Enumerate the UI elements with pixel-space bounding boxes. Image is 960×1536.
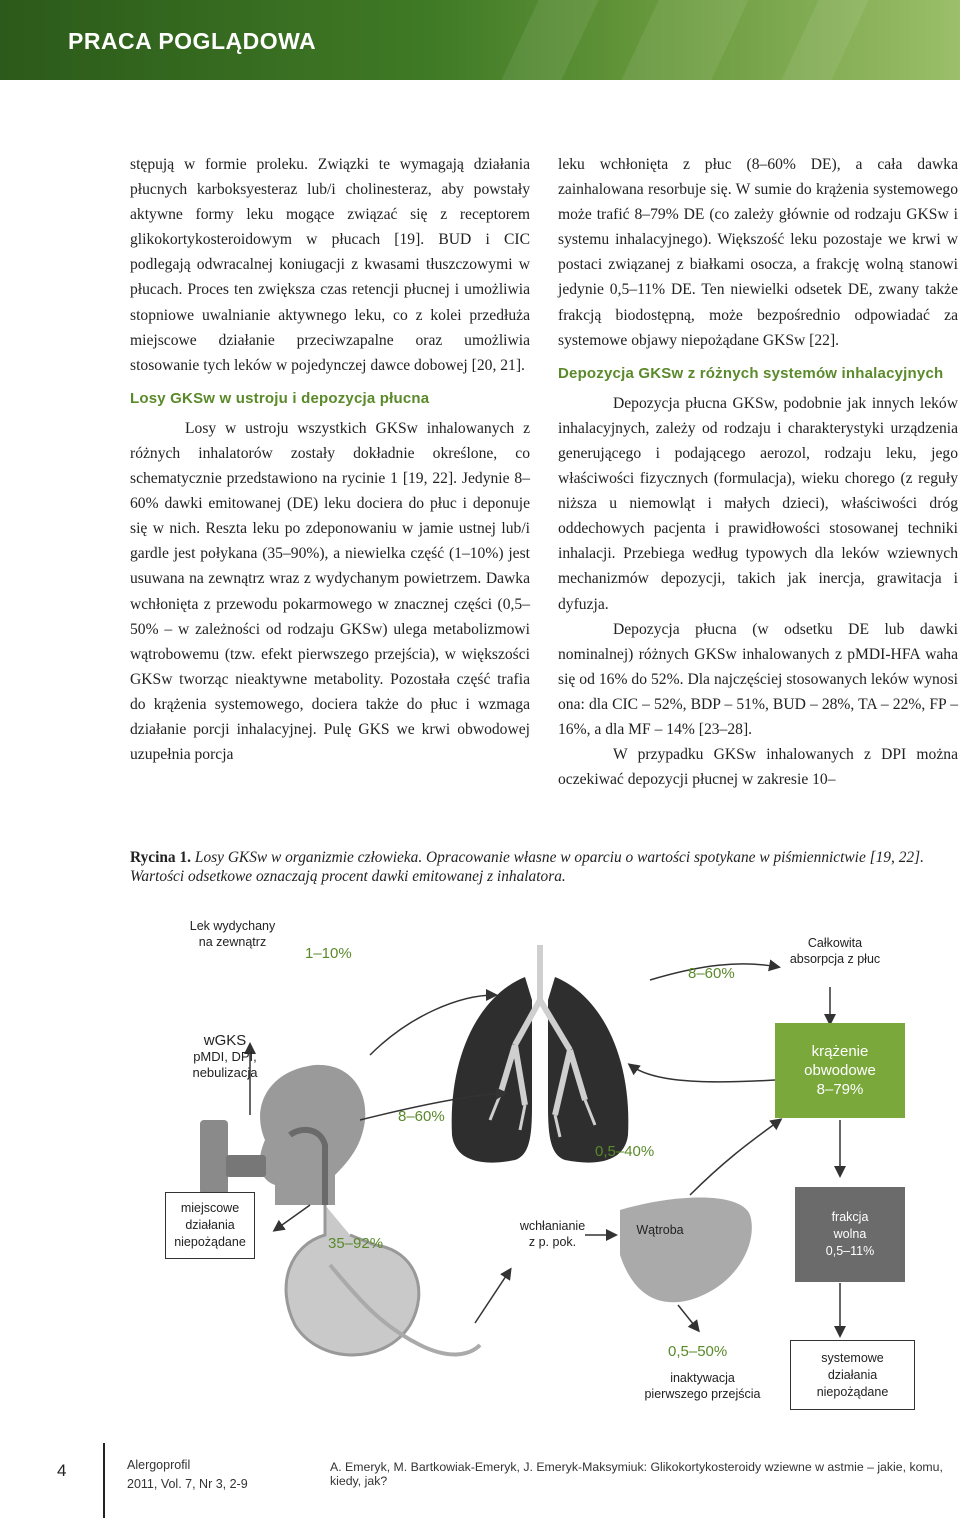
header-stripe [501, 0, 598, 80]
liver-icon [620, 1198, 752, 1303]
inhaler-icon [200, 1120, 228, 1195]
liver-label: Wątroba [636, 1223, 684, 1237]
page-number: 4 [57, 1461, 67, 1480]
arrow [275, 1205, 310, 1230]
section-title: PRACA POGLĄDOWA [68, 28, 317, 54]
paragraph: Losy w ustroju wszystkich GKSw inhalowanych z różnych inhalatorów zostały dokładnie określone, co schematycznie przedstawiono na rycinie 1 [19, 22]. Jedynie 8–60% dawki emitowanej (DE) leku dociera do płuc i deponuje się w nich. Reszta leku po zdeponowaniu w jamie ustnej lub/i gardle jest połykana (35–90%), a niewielka część (1–10%) jest usuwana na zewnątrz wraz z wydychanym powietrzem. Dawka wchłonięta z przewodu pokarmowego w znacznej części (0,5–50% – w zależności od rodzaju GKSw) ulega metabolizmowi wątrobowemu (tzw. efekt pierwszego przejścia), w większości GKSw tworząc nieaktywne metabolity. Pozostała część trafia do krążenia systemowego, dociera także do płuc i wzmaga działanie porcji inhalacyjnej. Pulę GKS we krwi obwodowej uzupełnia porcja [130, 419, 530, 764]
authors-line: A. Emeryk, M. Bartkowiak-Emeryk, J. Emeryk-Maksymiuk: Glikokortykosteroidy wziewne w astmie – jakie, komu, kiedy, jak? [330, 1460, 943, 1488]
wgks-label: wGKS pMDI, DPI, nebulizacja [192, 1032, 258, 1080]
gi-absorption-label: wchłanianie z p. pok. [519, 1219, 586, 1249]
arrow [630, 1065, 775, 1082]
arrow [678, 1305, 698, 1330]
local-effects-box: miejscowe działania niepożądane [165, 1192, 255, 1259]
right-column [558, 152, 958, 792]
lungs-icon [452, 945, 629, 1163]
paragraph: stępują w formie proleku. Związki te wymagają działania płucnych karboksyesteraz lub/i cholinesteraz, aby powstały aktywne formy leku mogące związać się z receptorem glikokortykosteroidowym w płucach [19]. BUD i CIC podlegają odwracalnej koniugacji z kwasami tłuszczowymi w płucach. Proces ten zwiększa czas retencji płucnej i umożliwia stopniowe uwalnianie aktywnego leku, co z kolei przedłuża miejscowe działanie przeciwzapalne oraz umożliwia stosowanie tych leków w pojedynczej dawce dobowej [20, 21]. [130, 156, 530, 374]
left-column [130, 152, 530, 767]
figure-caption [130, 848, 930, 886]
circulation-box: krążenie obwodowe 8–79% [775, 1023, 905, 1118]
exhaled-percent: 1–10% [305, 945, 352, 962]
header-stripe [621, 0, 748, 80]
inactivation-label: inaktywacja pierwszego przejścia [644, 1371, 761, 1401]
caption-label: Rycina 1. [130, 849, 192, 866]
section-header [0, 0, 960, 80]
section-heading: Losy GKSw w ustroju i depozycja płucna [130, 389, 430, 407]
head-icon [260, 1065, 366, 1205]
systemic-effects-box: systemowe działania niepożądane [790, 1340, 915, 1410]
journal-info: Alergoprofil 2011, Vol. 7, Nr 3, 2-9 [127, 1458, 248, 1491]
total-absorption-label: Całkowita absorpcja z płuc [789, 936, 881, 966]
section-heading: Depozycja GKSw z różnych systemów inhalacyjnych [558, 364, 944, 382]
caption-text: Losy GKSw w organizmie człowieka. Opracowanie własne w oparciu o wartości spotykane w piśmiennictwie [19, 22]. Wartości odsetkowe oznaczają procent dawki emitowanej z inhalatora. [130, 849, 924, 885]
paragraph: Depozycja płucna GKSw, podobnie jak innych leków inhalacyjnych, zależy od rodzaju i charakterystyki urządzenia generującego i podającego aerozol, rodzaju leku, jego właściwości fizycznych (formulacja), wieku chorego (z reguły niższa u niemowląt i małych dzieci), właściwości dróg oddechowych pacjenta i prawidłowości stosowanej techniki inhalacji. Przebiega według typowych dla leków wziewnych mechanizmów depozycji, takich jak inercja, grawitacja i dyfuzja. [558, 394, 958, 613]
inactivation-percent: 0,5–50% [668, 1343, 728, 1360]
figure-diagram [130, 905, 930, 1425]
paragraph: Depozycja płucna (w odsetku DE lub dawki nominalnej) różnych GKSw inhalowanych z pMDI-HFA waha się od 16% do 52%. Dla najczęściej stosowanych leków wynosi ona: dla CIC – 52%, BDP – 51%, BUD – 28%, TA – 22%, FP – 16%, a dla MF – 14% [23–28]. [558, 620, 958, 738]
paragraph: W przypadku GKSw inhalowanych z DPI można oczekiwać depozycji płucnej w zakresie 10– [558, 746, 958, 789]
exhaled-label: Lek wydychany na zewnątrz [189, 919, 276, 949]
stomach-icon [286, 1205, 480, 1355]
footer-divider [103, 1443, 105, 1518]
swallowed-percent: 35–92% [328, 1235, 384, 1252]
arrow [475, 1270, 510, 1323]
inhaler-mouthpiece-icon [226, 1155, 266, 1177]
header-stripe [781, 0, 868, 80]
paragraph: leku wchłonięta z płuc (8–60% DE), a cała dawka zainhalowana resorbuje się. W sumie do krążenia systemowego może trafić 8–79% DE (co zależy głównie od rodzaju GKSw i systemu inhalacyjnego). Większość leku pozostaje we krwi w postaci związanej z białkami osocza, a frakcję wolną stanowi jedynie 0,5–11% DE. Ten niewielki odsetek DE, zwany także frakcją biodostępną, może bezpośrednio odpowiadać za systemowe objawy niepożądane GKSw [22]. [558, 156, 958, 349]
lung-absorption-percent: 8–60% [688, 965, 735, 982]
free-fraction-box: frakcja wolna 0,5–11% [795, 1187, 905, 1282]
lung-deposition-percent: 8–60% [398, 1108, 445, 1125]
arrow [690, 1120, 780, 1195]
liver-percent: 0,5–40% [595, 1143, 655, 1160]
